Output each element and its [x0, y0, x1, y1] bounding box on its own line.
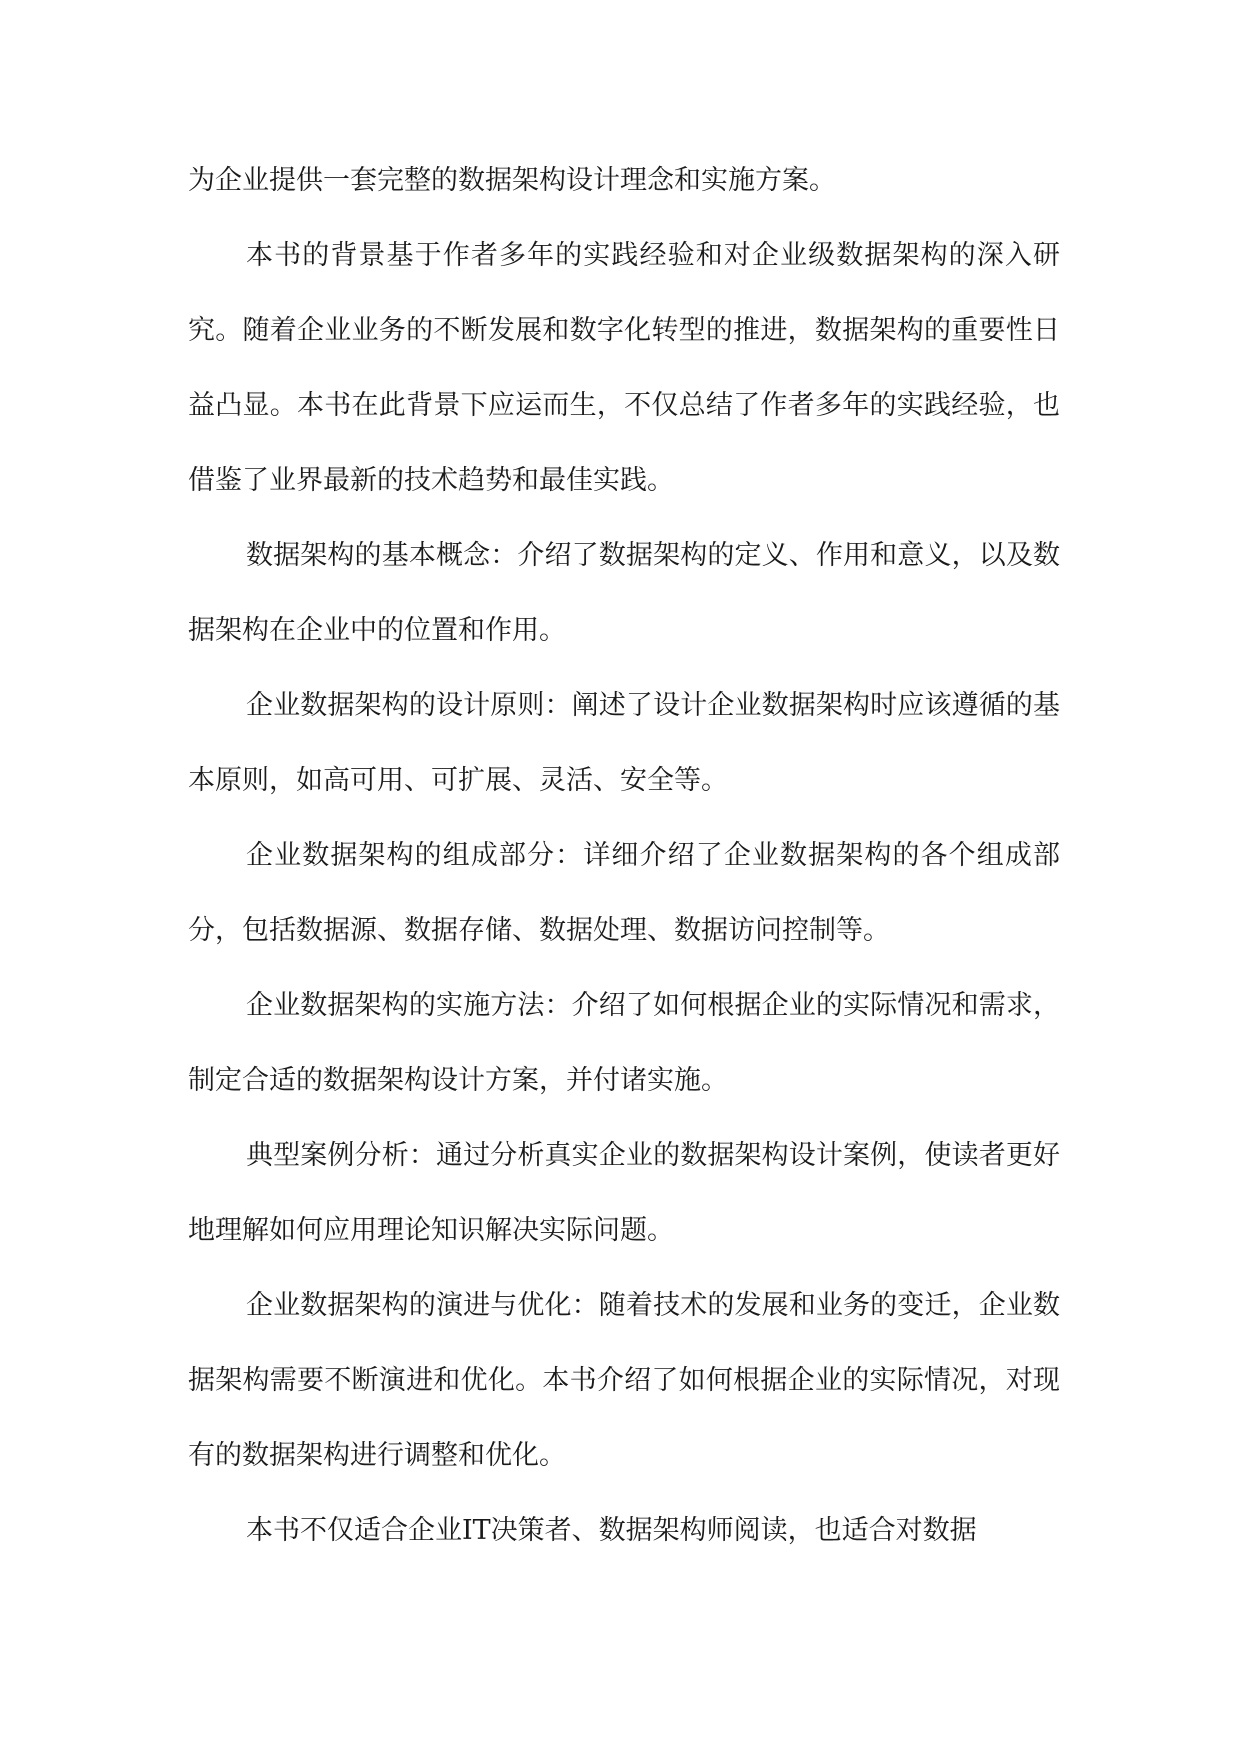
- document-body: [188, 143, 1060, 1568]
- paragraph-evolution: 企业数据架构的演进与优化：随着技术的发展和业务的变迁，企业数据架构需要不断演进和优化。本书介绍了如何根据企业的实际情况，对现有的数据架构进行调整和优化。: [188, 1290, 1060, 1471]
- paragraph-implementation: 企业数据架构的实施方法：介绍了如何根据企业的实际情况和需求，制定合适的数据架构设计方案，并付诸实施。: [188, 990, 1060, 1096]
- paragraph-audience: 本书不仅适合企业IT决策者、数据架构师阅读，也适合对数据: [246, 1515, 977, 1546]
- paragraph-continuation: 为企业提供一套完整的数据架构设计理念和实施方案。: [188, 165, 836, 196]
- paragraph-basic-concepts: 数据架构的基本概念：介绍了数据架构的定义、作用和意义，以及数据架构在企业中的位置和作用。: [188, 540, 1060, 646]
- paragraph-case-analysis: 典型案例分析：通过分析真实企业的数据架构设计案例，使读者更好地理解如何应用理论知识解决实际问题。: [188, 1140, 1060, 1246]
- paragraph-design-principles: 企业数据架构的设计原则：阐述了设计企业数据架构时应该遵循的基本原则，如高可用、可扩展、灵活、安全等。: [188, 690, 1060, 796]
- paragraph-components: 企业数据架构的组成部分：详细介绍了企业数据架构的各个组成部分，包括数据源、数据存储、数据处理、数据访问控制等。: [188, 840, 1060, 946]
- paragraph-background: 本书的背景基于作者多年的实践经验和对企业级数据架构的深入研究。随着企业业务的不断发展和数字化转型的推进，数据架构的重要性日益凸显。本书在此背景下应运而生，不仅总结了作者多年的实践经验，也借鉴了业界最新的技术趋势和最佳实践。: [188, 240, 1060, 496]
